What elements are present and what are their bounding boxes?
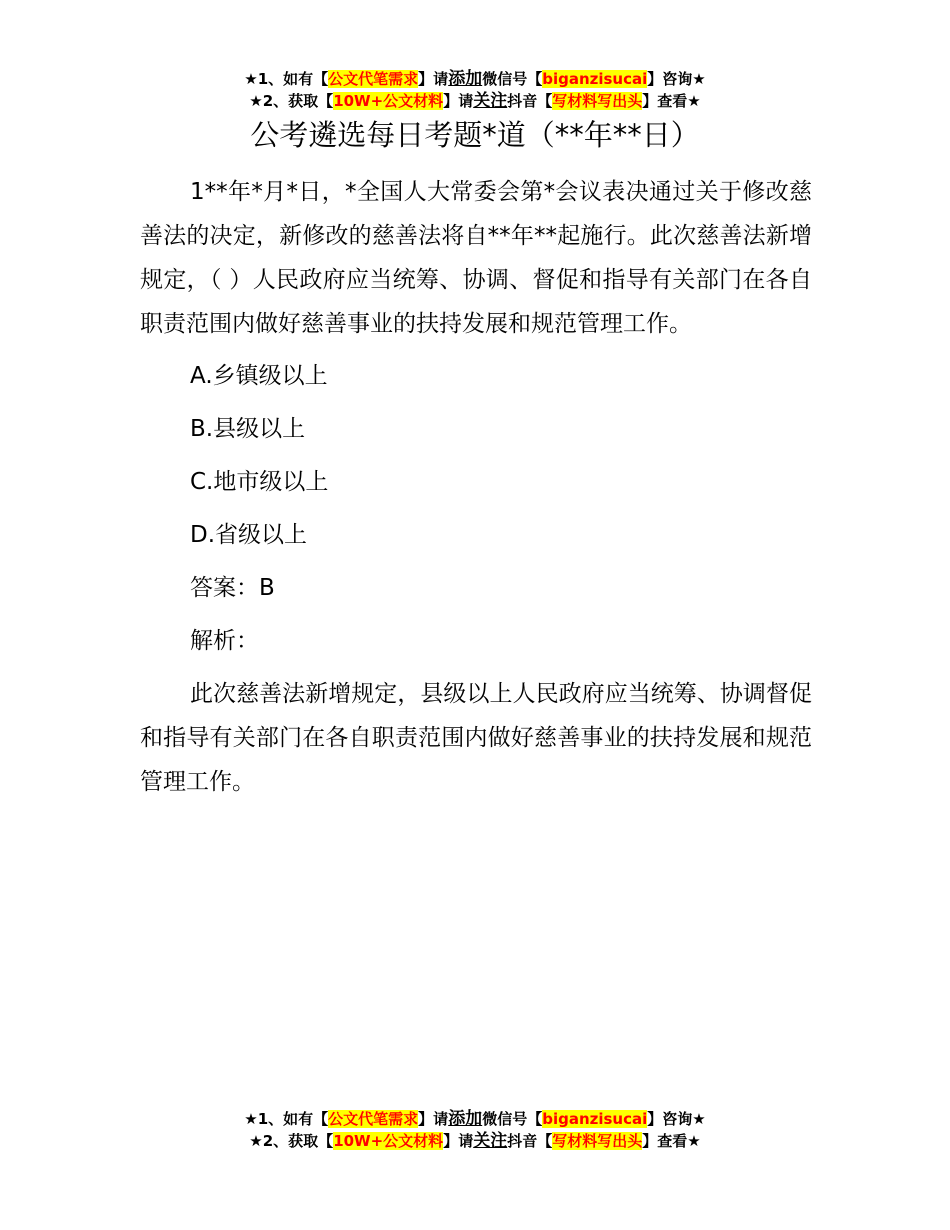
promo-text: 】请: [418, 70, 449, 88]
promo-highlight: 10W+公文材料: [333, 92, 444, 110]
analysis-label: 解析：: [190, 628, 259, 654]
promo-text: 抖音【: [507, 92, 553, 110]
promo-text: 】请: [418, 1110, 449, 1128]
promo-douyin-id: 写材料写出头: [552, 1132, 643, 1150]
promo-text: ★1、如有【: [244, 70, 329, 88]
promo-text: 抖音【: [507, 1132, 553, 1150]
option-d: D.省级以上: [190, 522, 308, 548]
analysis-text: 此次慈善法新增规定，县级以上人民政府应当统筹、协调督促和指导有关部门在各自职责范围内做好慈善事业的扶持发展和规范管理工作。: [140, 681, 812, 795]
promo-underline: 添加: [448, 1109, 483, 1129]
promo-text: 微信号【: [482, 70, 543, 88]
promo-highlight: 10W+公文材料: [333, 1132, 444, 1150]
question-text: 1**年*月*日，*全国人大常委会第*会议表决通过关于修改慈善法的决定，新修改的慈善法将自**年**起施行。此次慈善法新增规定，（ ）人民政府应当统筹、协调、督促和指导有关部门在各自职责范围内做好慈善事业的扶持发展和规范管理工作。: [140, 179, 812, 337]
promo-underline: 关注: [473, 1131, 508, 1151]
promo-line-1: [0, 1108, 950, 1130]
promo-text: 微信号【: [482, 1110, 543, 1128]
promo-text: 】请: [443, 92, 474, 110]
promo-wechat-id: biganzisucai: [542, 70, 648, 88]
promo-underline: 关注: [473, 91, 508, 111]
promo-line-1: [0, 68, 950, 90]
promo-highlight: 公文代笔需求: [328, 70, 419, 88]
footer-promo: [0, 1108, 950, 1152]
promo-line-2: [0, 90, 950, 112]
header-promo: [0, 68, 950, 112]
promo-text: 】查看★: [642, 92, 701, 110]
promo-line-2: [0, 1130, 950, 1152]
promo-text: 】咨询★: [647, 70, 706, 88]
promo-text: ★2、获取【: [249, 92, 334, 110]
promo-underline: 添加: [448, 69, 483, 89]
answer-text: 答案：B: [190, 575, 275, 601]
promo-highlight: 公文代笔需求: [328, 1110, 419, 1128]
promo-douyin-id: 写材料写出头: [552, 92, 643, 110]
option-c: C.地市级以上: [190, 469, 329, 495]
promo-text: 】查看★: [642, 1132, 701, 1150]
option-a: A.乡镇级以上: [190, 363, 328, 389]
option-b: B.县级以上: [190, 416, 306, 442]
promo-text: 】请: [443, 1132, 474, 1150]
promo-text: ★2、获取【: [249, 1132, 334, 1150]
promo-wechat-id: biganzisucai: [542, 1110, 648, 1128]
promo-text: 】咨询★: [647, 1110, 706, 1128]
promo-text: ★1、如有【: [244, 1110, 329, 1128]
document-body: [140, 170, 812, 804]
page-title: 公考遴选每日考题*道（**年**日）: [250, 118, 700, 152]
